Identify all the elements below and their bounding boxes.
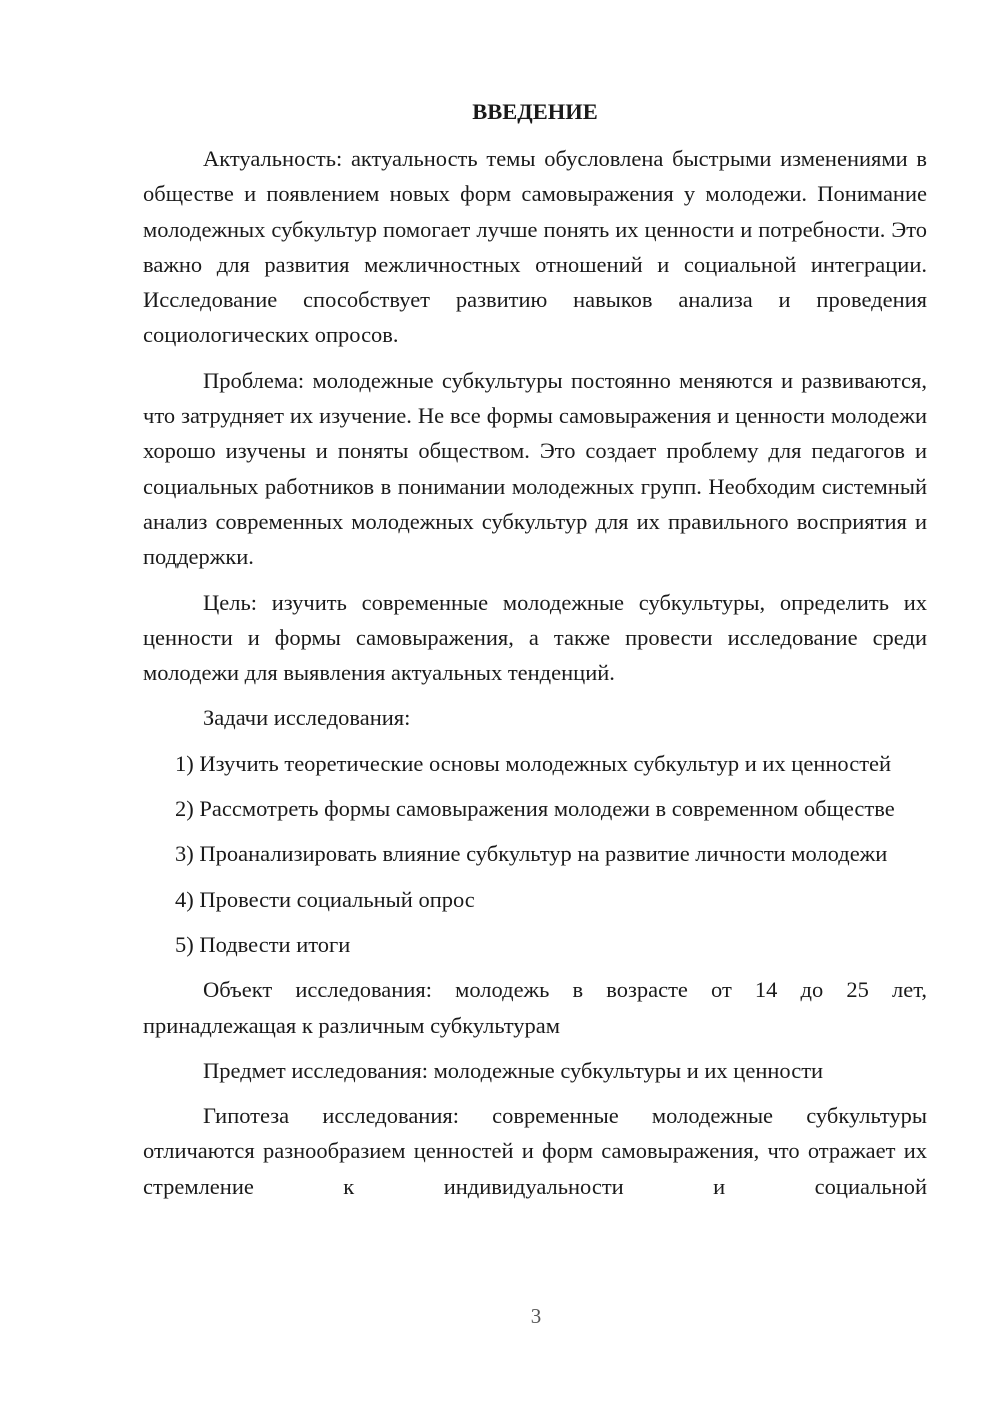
relevance-paragraph: Актуальность: актуальность темы обусловлена быстрыми изменениями в обществе и появлением новых форм самовыражения у молодежи. Понимание молодежных субкультур помогает лучше понять их ценности и потребности. Это важно для развития межличностных отношений и социальной интеграции. Исследование способствует развитию навыков анализа и проведения социологических опросов. (143, 146, 927, 348)
page-content (143, 94, 927, 1204)
tasks-heading: Задачи исследования: (203, 705, 411, 731)
subject-paragraph: Предмет исследования: молодежные субкультуры и их ценности (203, 1057, 824, 1083)
task-item-1: 1) Изучить теоретические основы молодежных субкультур и их ценностей (175, 750, 892, 776)
task-item-3: 3) Проанализировать влияние субкультур на развитие личности молодежи (175, 841, 888, 867)
goal-paragraph: Цель: изучить современные молодежные субкультуры, определить их ценности и формы самовыражения, а также провести исследование среди молодежи для выявления актуальных тенденций. (143, 589, 927, 686)
object-paragraph: Объект исследования: молодежь в возрасте от 14 до 25 лет, принадлежащая к различным субкультурам (143, 977, 927, 1038)
hypothesis-paragraph: Гипотеза исследования: современные молодежные субкультуры отличаются разнообразием ценностей и форм самовыражения, что отражает их стремление к индивидуальности и социальной (143, 1103, 927, 1199)
page-number: 3 (530, 1304, 542, 1328)
problem-paragraph: Проблема: молодежные субкультуры постоянно меняются и развиваются, что затрудняет их изучение. Не все формы самовыражения и ценности молодежи хорошо изучены и поняты обществом. Это создает проблему для педагогов и социальных работников в понимании молодежных групп. Необходим системный анализ современных молодежных субкультур для их правильного восприятия и поддержки. (143, 367, 927, 570)
task-item-4: 4) Провести социальный опрос (175, 886, 475, 912)
task-item-5: 5) Подвести итоги (175, 931, 351, 957)
task-item-2: 2) Рассмотреть формы самовыражения молодежи в современном обществе (175, 796, 895, 822)
section-title: ВВЕДЕНИЕ (472, 99, 598, 124)
